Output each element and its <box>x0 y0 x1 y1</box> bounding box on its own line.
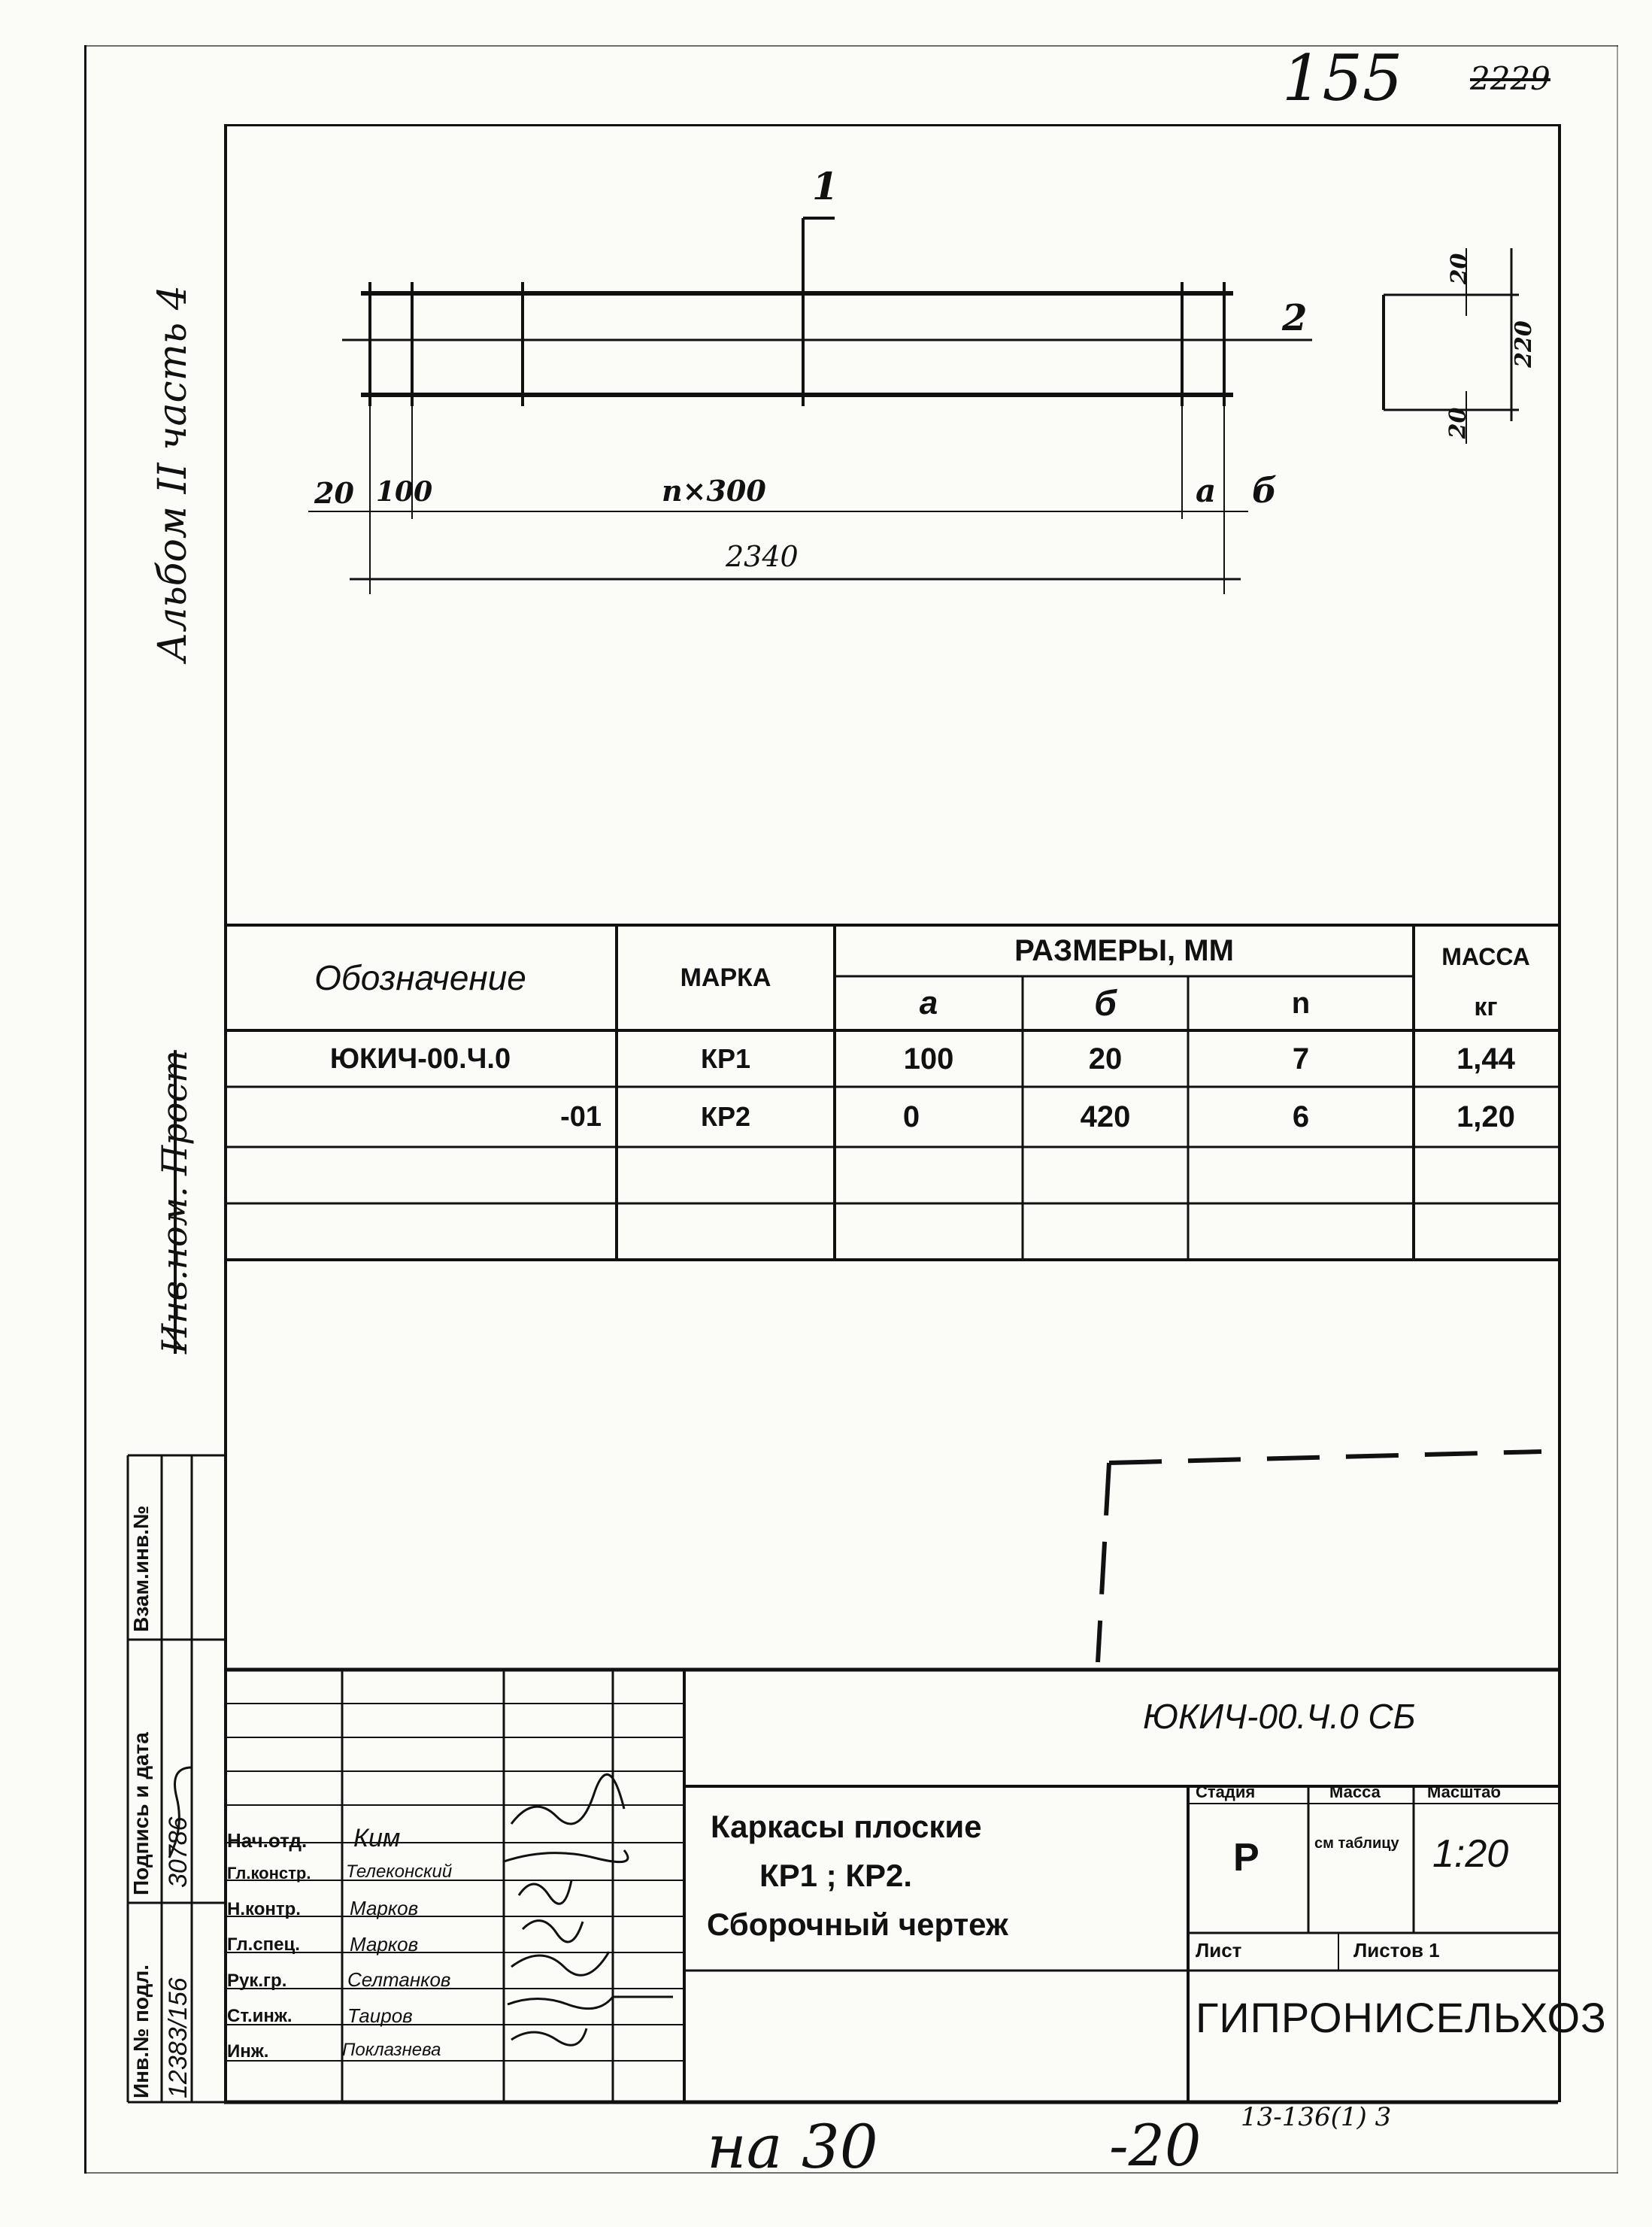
table-row-2-designation: -01 <box>560 1100 602 1133</box>
section-dim-top: 20 <box>1446 253 1473 285</box>
role-1: Нач.отд. <box>227 1829 308 1852</box>
bottom-note: на 30 <box>707 2112 878 2182</box>
dim-a: a <box>1196 472 1217 509</box>
table-row-1-mark: КР1 <box>700 1043 750 1074</box>
spec-header-n: n <box>1291 986 1311 1020</box>
role-5: Рук.гр. <box>227 1971 287 1991</box>
mass-value: см таблицу <box>1314 1835 1399 1852</box>
section-dim-bottom: 20 <box>1444 407 1472 439</box>
title-line-1: Каркасы плоские <box>711 1809 982 1844</box>
name-7: Поклазнева <box>342 2040 441 2060</box>
dim-b: б <box>1252 470 1278 511</box>
spec-header-designation: Обозначение <box>314 958 526 997</box>
name-6: Таиров <box>347 2004 413 2027</box>
sheet-number-crossed: 2229 <box>1470 60 1550 97</box>
section-mark: 1 <box>812 164 838 208</box>
bottom-note-2: -20 <box>1109 2112 1202 2179</box>
table-row-2-mark: КР2 <box>700 1101 750 1132</box>
name-1: Ким <box>353 1824 401 1852</box>
table-row-1-n: 7 <box>1292 1042 1310 1076</box>
sheet-number: 155 <box>1282 41 1403 115</box>
stage-label: Стадия <box>1196 1783 1256 1801</box>
name-2: Телеконский <box>346 1861 453 1882</box>
spec-header-mass: МАССА <box>1441 942 1530 970</box>
inv-value: 12383/156 <box>164 1977 192 2098</box>
sheets-label: Листов 1 <box>1353 1939 1440 1962</box>
spec-header-mark: МАРКА <box>680 963 771 992</box>
stage-value: Р <box>1233 1836 1259 1880</box>
spec-header-mass-unit: кг <box>1474 992 1498 1021</box>
inv-label: Инв.№ подл. <box>129 1964 153 2098</box>
section-dim-height: 220 <box>1510 320 1537 368</box>
role-2: Гл.констр. <box>227 1864 311 1883</box>
name-3: Марков <box>350 1897 419 1919</box>
replace-label: Взам.инв.№ <box>129 1505 153 1632</box>
role-6: Ст.инж. <box>227 2006 293 2026</box>
table-row-1-b: 20 <box>1088 1042 1123 1076</box>
dim-100: 100 <box>376 476 433 508</box>
title-line-2: КР1 ; КР2. <box>759 1858 913 1893</box>
mass-label: Масса <box>1329 1783 1381 1801</box>
role-3: Н.контр. <box>227 1899 301 1919</box>
organization: ГИПРОНИСЕЛЬХОЗ <box>1196 1994 1607 2041</box>
spec-header-a: a <box>919 985 938 1021</box>
role-7: Инж. <box>227 2041 269 2062</box>
spec-header-b: б <box>1094 983 1117 1024</box>
sheet-label: Лист <box>1196 1939 1242 1962</box>
bottom-code: 13-136(1) 3 <box>1241 2102 1392 2132</box>
table-row-1-designation: ЮКИЧ-00.Ч.0 <box>329 1042 511 1075</box>
doc-code: ЮКИЧ-00.Ч.0 СБ <box>1143 1697 1416 1736</box>
table-row-1-a: 100 <box>903 1042 954 1076</box>
table-row-2-a: 0 <box>902 1100 920 1133</box>
table-row-2-b: 420 <box>1080 1100 1131 1133</box>
table-row-1-mass: 1,44 <box>1456 1042 1515 1076</box>
sign-value: 30786 <box>164 1816 192 1888</box>
scale-value: 1:20 <box>1432 1832 1509 1876</box>
scale-label: Масштаб <box>1427 1783 1502 1801</box>
name-4: Марков <box>350 1933 419 1955</box>
dim-total: 2340 <box>726 540 799 573</box>
sign-label: Подпись и дата <box>129 1732 153 1895</box>
dim-left: 20 <box>314 476 354 510</box>
spec-header-sizes: РАЗМЕРЫ, ММ <box>1014 933 1234 967</box>
bar-mark: 2 <box>1282 297 1308 339</box>
side-crossed-label: Инв.ном. Прост <box>154 1050 195 1354</box>
table-row-2-n: 6 <box>1292 1100 1310 1133</box>
title-line-3: Сборочный чертеж <box>707 1907 1008 1942</box>
name-5: Селтанков <box>347 1968 451 1991</box>
album-label: Альбом II часть 4 <box>150 285 196 662</box>
table-row-2-mass: 1,20 <box>1456 1100 1515 1133</box>
role-4: Гл.спец. <box>227 1934 300 1955</box>
dim-n300: n×300 <box>662 474 766 508</box>
